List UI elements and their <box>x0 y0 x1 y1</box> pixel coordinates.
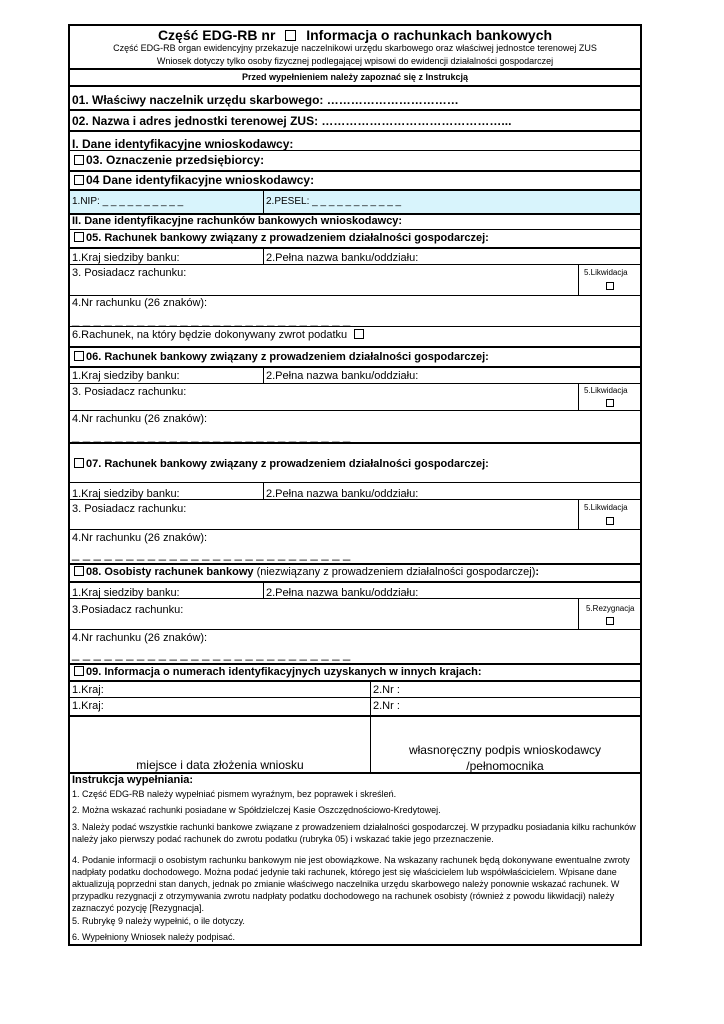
account-08-resignation-label: 5.Rezygnacja <box>586 604 635 613</box>
field-03-checkbox[interactable] <box>74 155 84 165</box>
account-07-country[interactable]: 1.Kraj siedziby banku: <box>72 488 180 500</box>
account-08-checkbox[interactable] <box>74 566 84 576</box>
edg-rb-form <box>68 24 642 946</box>
signature-line-2: /pełnomocnika <box>466 759 544 773</box>
section-09-checkbox[interactable] <box>74 666 84 676</box>
instruction-1: 1. Część EDG-RB należy wypełniać pismem wyraźnym, bez poprawek i skreśleń. <box>72 789 397 799</box>
instruction-4: 4. Podanie informacji o osobistym rachunku bankowym nie jest obowiązkowe. Na wskazany rachunek będą dokonywane ewentualne zwroty nadpłaty podatku dochodowego. Można podać jedynie taki rachunek, którego jest się właścicielem lub współwłaścicielem. Wpisane dane aktualizują poprzedni stan danych, jednak po zmianie właściwego naczelnika urzędu skarbowego należy ponownie wskazać rachunek. W przypadku rezygnacji z otrzymywania zwrotu nadpłaty podatku dochodowego na rachunek osobisty (również z powodu likwidacji) należy zaznaczyć pozycję [Rezygnacja]. <box>72 855 630 913</box>
account-07-liquidation-checkbox[interactable] <box>606 517 614 525</box>
account-08-bank[interactable]: 2.Pełna nazwa banku/oddziału: <box>266 587 419 599</box>
section-09-nr-1[interactable]: 2.Nr : <box>373 684 400 696</box>
account-08-number-field[interactable]: _ _ _ _ _ _ _ _ _ _ _ _ _ _ _ _ _ _ _ _ _ _ _ _ _ _ <box>72 646 351 661</box>
instruction-6: 6. Wypełniony Wniosek należy podpisać. <box>72 932 236 942</box>
account-05-holder[interactable]: 3. Posiadacz rachunku: <box>72 267 187 279</box>
account-05-checkbox[interactable] <box>74 232 84 242</box>
account-06-checkbox[interactable] <box>74 351 84 361</box>
section-1-title: I. Dane identyfikacyjne wnioskodawcy: <box>72 137 294 151</box>
account-06-holder[interactable]: 3. Posiadacz rachunku: <box>72 386 187 398</box>
part-number-checkbox[interactable] <box>285 30 296 41</box>
form-title: Część EDG-RB nr Informacja o rachunkach bankowych <box>157 27 553 43</box>
section-09-country-1[interactable]: 1.Kraj: <box>72 684 104 696</box>
instructions-title: Instrukcja wypełniania: <box>72 774 194 786</box>
field-02-zus-unit[interactable]: 02. Nazwa i adres jednostki terenowej ZUS: ………………………………………... <box>72 114 512 128</box>
signature-line-1[interactable]: własnoręczny podpis wnioskodawcy <box>408 743 602 757</box>
account-06-country[interactable]: 1.Kraj siedziby banku: <box>72 370 180 382</box>
account-07-header[interactable]: 07. Rachunek bankowy związany z prowadzeniem działalności gospodarczej: <box>74 459 489 470</box>
account-05-header[interactable]: 05. Rachunek bankowy związany z prowadzeniem działalności gospodarczej: <box>74 233 489 244</box>
section-09-header[interactable]: 09. Informacja o numerach identyfikacyjnych uzyskanych w innych krajach: <box>74 667 482 678</box>
account-08-resignation-checkbox[interactable] <box>606 617 614 625</box>
account-08-number-label: 4.Nr rachunku (26 znaków): <box>72 632 208 644</box>
field-01-tax-office[interactable]: 01. Właściwy naczelnik urzędu skarbowego: …………………………… <box>72 93 459 107</box>
account-07-bank[interactable]: 2.Pełna nazwa banku/oddziału: <box>266 488 419 500</box>
account-05-country[interactable]: 1.Kraj siedziby banku: <box>72 252 180 264</box>
field-03-entrepreneur[interactable]: 03. Oznaczenie przedsiębiorcy: <box>74 154 264 166</box>
account-06-bank[interactable]: 2.Pełna nazwa banku/oddziału: <box>266 370 419 382</box>
account-05-liquidation-label: 5.Likwidacja <box>584 268 628 277</box>
account-06-liquidation-checkbox[interactable] <box>606 399 614 407</box>
account-07-liquidation-label: 5.Likwidacja <box>584 503 628 512</box>
pesel-field[interactable]: 2.PESEL: _ _ _ _ _ _ _ _ _ _ _ <box>266 196 402 207</box>
account-06-number-field[interactable]: _ _ _ _ _ _ _ _ _ _ _ _ _ _ _ _ _ _ _ _ _ _ _ _ _ _ <box>72 428 351 443</box>
instruction-5: 5. Rubrykę 9 należy wypełnić, o ile dotyczy. <box>72 916 245 926</box>
section-09-nr-2[interactable]: 2.Nr : <box>373 700 400 712</box>
account-08-country[interactable]: 1.Kraj siedziby banku: <box>72 587 180 599</box>
account-05-bank[interactable]: 2.Pełna nazwa banku/oddziału: <box>266 252 419 264</box>
subtitle-2: Wniosek dotyczy tylko osoby fizycznej podlegającej wpisowi do ewidencji działalności gospodarczej <box>156 56 554 66</box>
field-04-checkbox[interactable] <box>74 175 84 185</box>
instruction-3: 3. Należy podać wszystkie rachunki bankowe związane z prowadzeniem działalności gospodarczej. W przypadku posiadania kilku rachunków należy jako pierwszy podać rachunek do zwrotu podatku (rubryka 05) i wskazać takie jego przeznaczenie. <box>72 822 636 844</box>
account-07-number-label: 4.Nr rachunku (26 znaków): <box>72 532 208 544</box>
nip-field[interactable]: 1.NIP: _ _ _ _ _ _ _ _ _ _ <box>72 196 184 207</box>
field-04-applicant[interactable]: 04 Dane identyfikacyjne wnioskodawcy: <box>74 174 314 186</box>
instruction-2: 2. Można wskazać rachunki posiadane w Spółdzielczej Kasie Oszczędnościowo-Kredytowej. <box>72 805 441 815</box>
account-08-header[interactable]: 08. Osobisty rachunek bankowy (niezwiązany z prowadzeniem działalności gospodarczej): <box>74 567 539 578</box>
subtitle-1: Część EDG-RB organ ewidencyjny przekazuje naczelnikowi urzędu skarbowego oraz właściwej jednostce terenowej ZUS <box>113 43 597 53</box>
account-07-checkbox[interactable] <box>74 458 84 468</box>
account-07-holder[interactable]: 3. Posiadacz rachunku: <box>72 503 187 515</box>
account-06-liquidation-label: 5.Likwidacja <box>584 386 628 395</box>
account-05-refund[interactable]: 6.Rachunek, na który będzie dokonywany zwrot podatku <box>72 330 366 341</box>
account-06-number-label: 4.Nr rachunku (26 znaków): <box>72 413 208 425</box>
instruction-notice: Przed wypełnieniem należy zapoznać się z Instrukcją <box>241 72 469 82</box>
account-07-number-field[interactable]: _ _ _ _ _ _ _ _ _ _ _ _ _ _ _ _ _ _ _ _ _ _ _ _ _ _ <box>72 546 351 561</box>
account-05-number-field[interactable]: _ _ _ _ _ _ _ _ _ _ _ _ _ _ _ _ _ _ _ _ _ _ _ _ _ _ <box>72 312 351 327</box>
account-06-header[interactable]: 06. Rachunek bankowy związany z prowadzeniem działalności gospodarczej: <box>74 352 489 363</box>
section-2-title: II. Dane identyfikacyjne rachunków bankowych wnioskodawcy: <box>72 215 403 227</box>
account-05-number-label: 4.Nr rachunku (26 znaków): <box>72 297 208 309</box>
account-05-liquidation-checkbox[interactable] <box>606 282 614 290</box>
place-date-field[interactable]: miejsce i data złożenia wniosku <box>136 758 304 772</box>
account-08-holder[interactable]: 3.Posiadacz rachunku: <box>72 604 184 616</box>
refund-checkbox[interactable] <box>354 329 364 339</box>
section-09-country-2[interactable]: 1.Kraj: <box>72 700 104 712</box>
